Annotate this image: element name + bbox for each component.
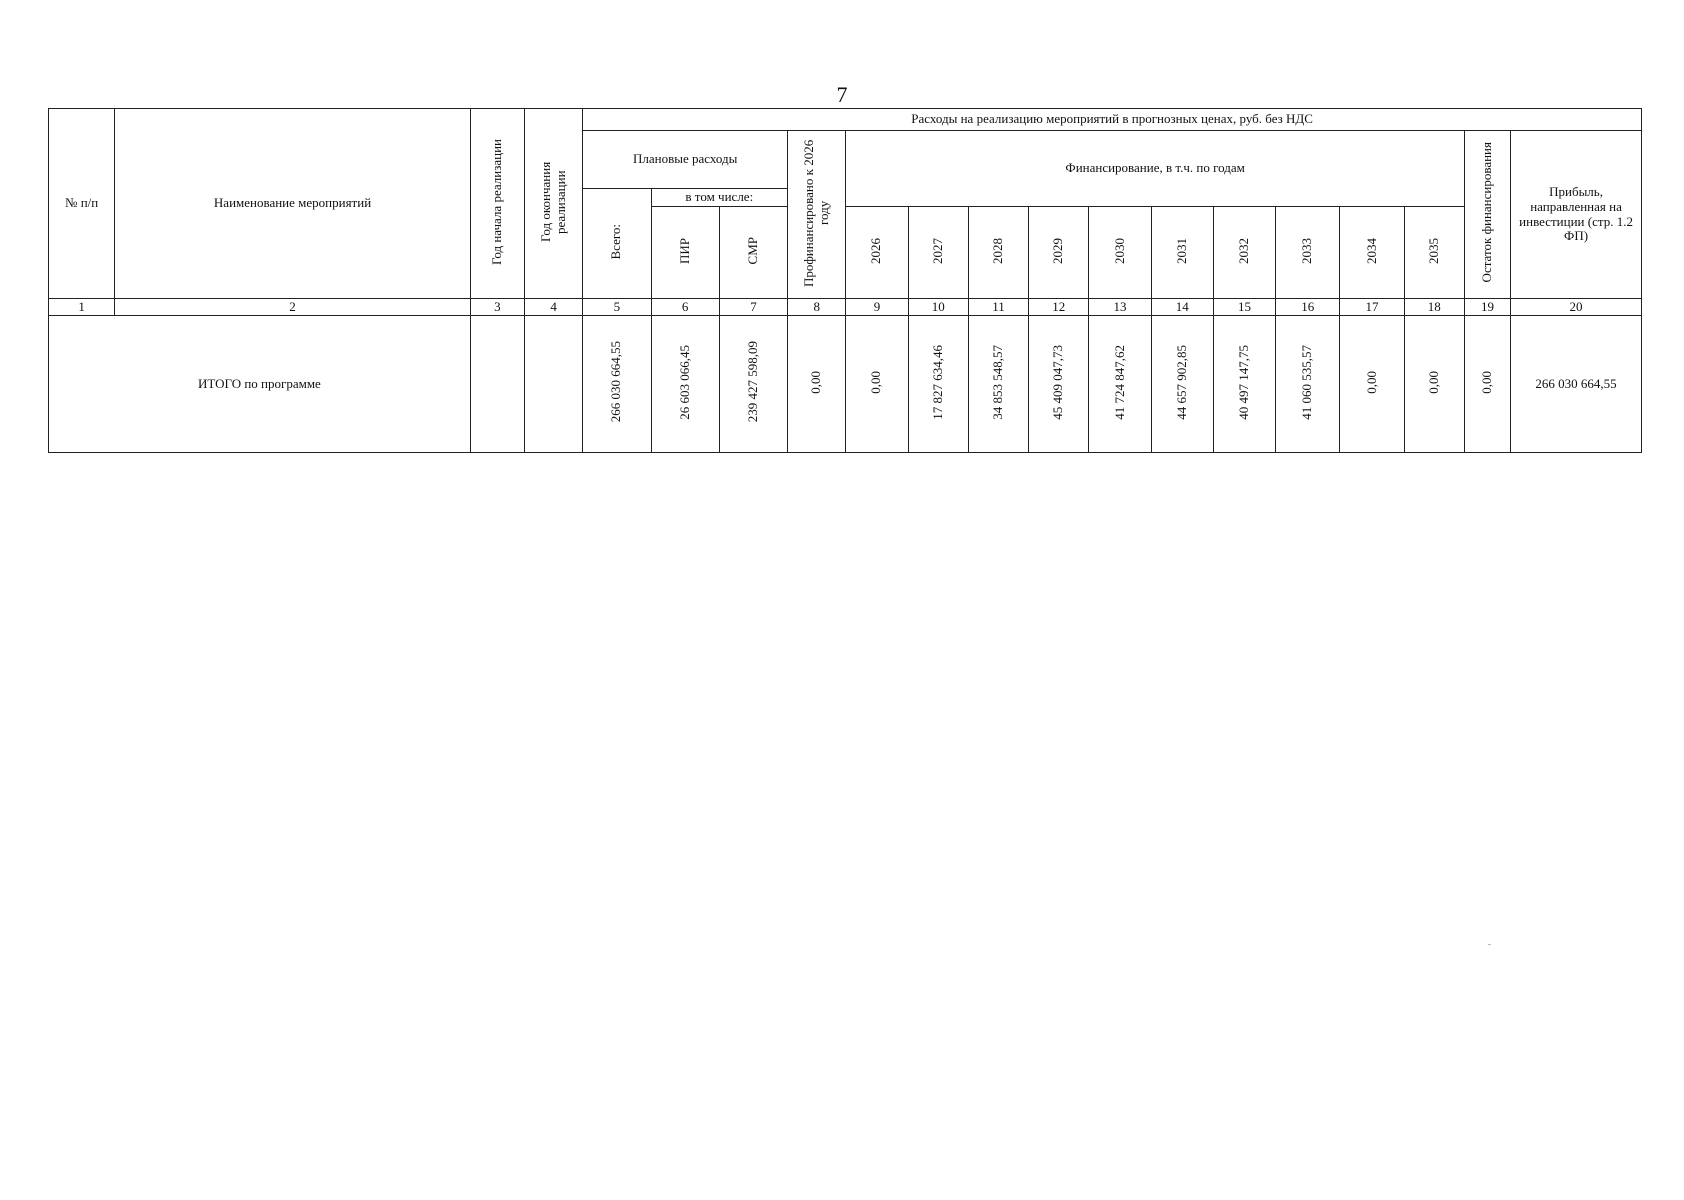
- column-number: 3: [470, 299, 524, 316]
- header-year-2035: [1404, 207, 1464, 299]
- total-row-prefinanced-value: 0,00: [808, 370, 824, 394]
- column-number: 19: [1464, 299, 1510, 316]
- header-year-2026: [846, 207, 908, 299]
- header-year-2033: [1276, 207, 1340, 299]
- total-row-year-value: 34 853 548,57: [990, 344, 1005, 420]
- header-pir: [651, 207, 719, 299]
- column-number: 8: [788, 299, 846, 316]
- header-end-year: [525, 109, 583, 299]
- header-year-2029: [1029, 207, 1089, 299]
- header-year-2030: [1089, 207, 1151, 299]
- column-number: 17: [1340, 299, 1404, 316]
- total-row-start-year: [470, 316, 524, 453]
- header-year-text: 2027: [929, 237, 945, 264]
- header-year-text: 2033: [1299, 237, 1315, 264]
- header-year-2028: [968, 207, 1028, 299]
- header-pir-text: ПИР: [676, 237, 692, 264]
- total-row-year-value: 45 409 047,73: [1050, 344, 1066, 420]
- column-number: 5: [583, 299, 651, 316]
- header-prefinanced-text: Профинансировано к 2026 году: [800, 138, 831, 287]
- column-number: 4: [525, 299, 583, 316]
- total-row-year-value: 0,00: [868, 370, 884, 394]
- total-row: [49, 316, 1642, 453]
- total-row-year-value: 17 827 634,46: [929, 344, 945, 420]
- header-start-year-text: Год начала реализации: [488, 138, 504, 265]
- header-year-text: 2031: [1173, 237, 1189, 264]
- total-row-year-cell: [1340, 316, 1404, 453]
- header-year-text: 2030: [1111, 237, 1127, 264]
- total-row-year-cell: [1404, 316, 1464, 453]
- column-number: 9: [846, 299, 908, 316]
- total-row-year-value: 41 060 535,57: [1299, 344, 1315, 420]
- total-row-year-cell: [1089, 316, 1151, 453]
- header-year-2032: [1213, 207, 1275, 299]
- header-prefinanced: [788, 131, 846, 299]
- header-name: Наименование мероприятий: [115, 109, 471, 299]
- column-number: 20: [1511, 299, 1642, 316]
- header-start-year: [470, 109, 524, 299]
- column-number: 11: [968, 299, 1028, 316]
- header-end-year-text: Год окончания реализации: [537, 161, 568, 242]
- column-number: 14: [1151, 299, 1213, 316]
- program-financing-table: [48, 108, 1642, 453]
- header-planned-group: Плановые расходы: [583, 131, 788, 189]
- scan-artifact: [1488, 944, 1491, 945]
- total-row-smr: [719, 316, 787, 453]
- total-row-year-cell: [1276, 316, 1340, 453]
- total-row-year-cell: [846, 316, 908, 453]
- column-number: 7: [719, 299, 787, 316]
- total-row-end-year: [525, 316, 583, 453]
- total-row-total-value: 266 030 664,55: [608, 341, 624, 423]
- header-remaining-text: Остаток финансирования: [1479, 142, 1495, 283]
- header-year-2027: [908, 207, 968, 299]
- header-year-2031: [1151, 207, 1213, 299]
- total-row-year-cell: [1213, 316, 1275, 453]
- total-row-year-cell: [1151, 316, 1213, 453]
- total-row-year-cell: [968, 316, 1028, 453]
- total-row-year-cell: [908, 316, 968, 453]
- header-smr-text: СМР: [744, 236, 760, 265]
- total-row-year-value: 0,00: [1425, 370, 1441, 394]
- column-number: 16: [1276, 299, 1340, 316]
- header-year-2034: [1340, 207, 1404, 299]
- header-smr: [719, 207, 787, 299]
- total-row-total: [583, 316, 651, 453]
- column-number: 1: [49, 299, 115, 316]
- header-year-text: 2035: [1425, 237, 1441, 264]
- column-number: 13: [1089, 299, 1151, 316]
- column-number: 18: [1404, 299, 1464, 316]
- total-row-smr-value: 239 427 598,09: [744, 341, 760, 423]
- page-number: 7: [836, 82, 848, 107]
- column-number: 2: [115, 299, 471, 316]
- total-row-year-value: 44 657 902,85: [1173, 344, 1189, 420]
- total-row-pir-value: 26 603 066,45: [676, 344, 692, 420]
- total-row-remaining-value: 0,00: [1479, 370, 1495, 394]
- total-row-year-value: 40 497 147,75: [1236, 344, 1252, 420]
- header-total: [583, 189, 651, 299]
- header-num: № п/п: [49, 109, 115, 299]
- header-total-text: Всего:: [608, 223, 624, 260]
- header-financing-group: Финансирование, в т.ч. по годам: [846, 131, 1465, 207]
- header-year-text: 2026: [868, 237, 884, 264]
- header-year-text: 2032: [1236, 237, 1252, 264]
- total-row-year-value: 41 724 847,62: [1111, 344, 1127, 420]
- total-row-prefinanced: [788, 316, 846, 453]
- header-expenses-group: Расходы на реализацию мероприятий в прогнозных ценах, руб. без НДС: [583, 109, 1642, 131]
- total-row-remaining: [1464, 316, 1510, 453]
- header-profit: Прибыль, направленная на инвестиции (стр. 1.2 ФП): [1511, 131, 1642, 299]
- column-number: 6: [651, 299, 719, 316]
- total-row-pir: [651, 316, 719, 453]
- header-including: в том числе:: [651, 189, 788, 207]
- total-row-label: ИТОГО по программе: [49, 316, 471, 453]
- column-number: 12: [1029, 299, 1089, 316]
- column-number-row: [49, 299, 1642, 316]
- header-year-text: 2029: [1050, 237, 1066, 264]
- total-row-year-value: 0,00: [1363, 370, 1379, 394]
- column-number: 15: [1213, 299, 1275, 316]
- total-row-year-cell: [1029, 316, 1089, 453]
- total-row-profit: 266 030 664,55: [1511, 316, 1642, 453]
- header-remaining: [1464, 131, 1510, 299]
- header-year-text: 2034: [1363, 237, 1379, 264]
- header-year-text: 2028: [990, 237, 1005, 264]
- column-number: 10: [908, 299, 968, 316]
